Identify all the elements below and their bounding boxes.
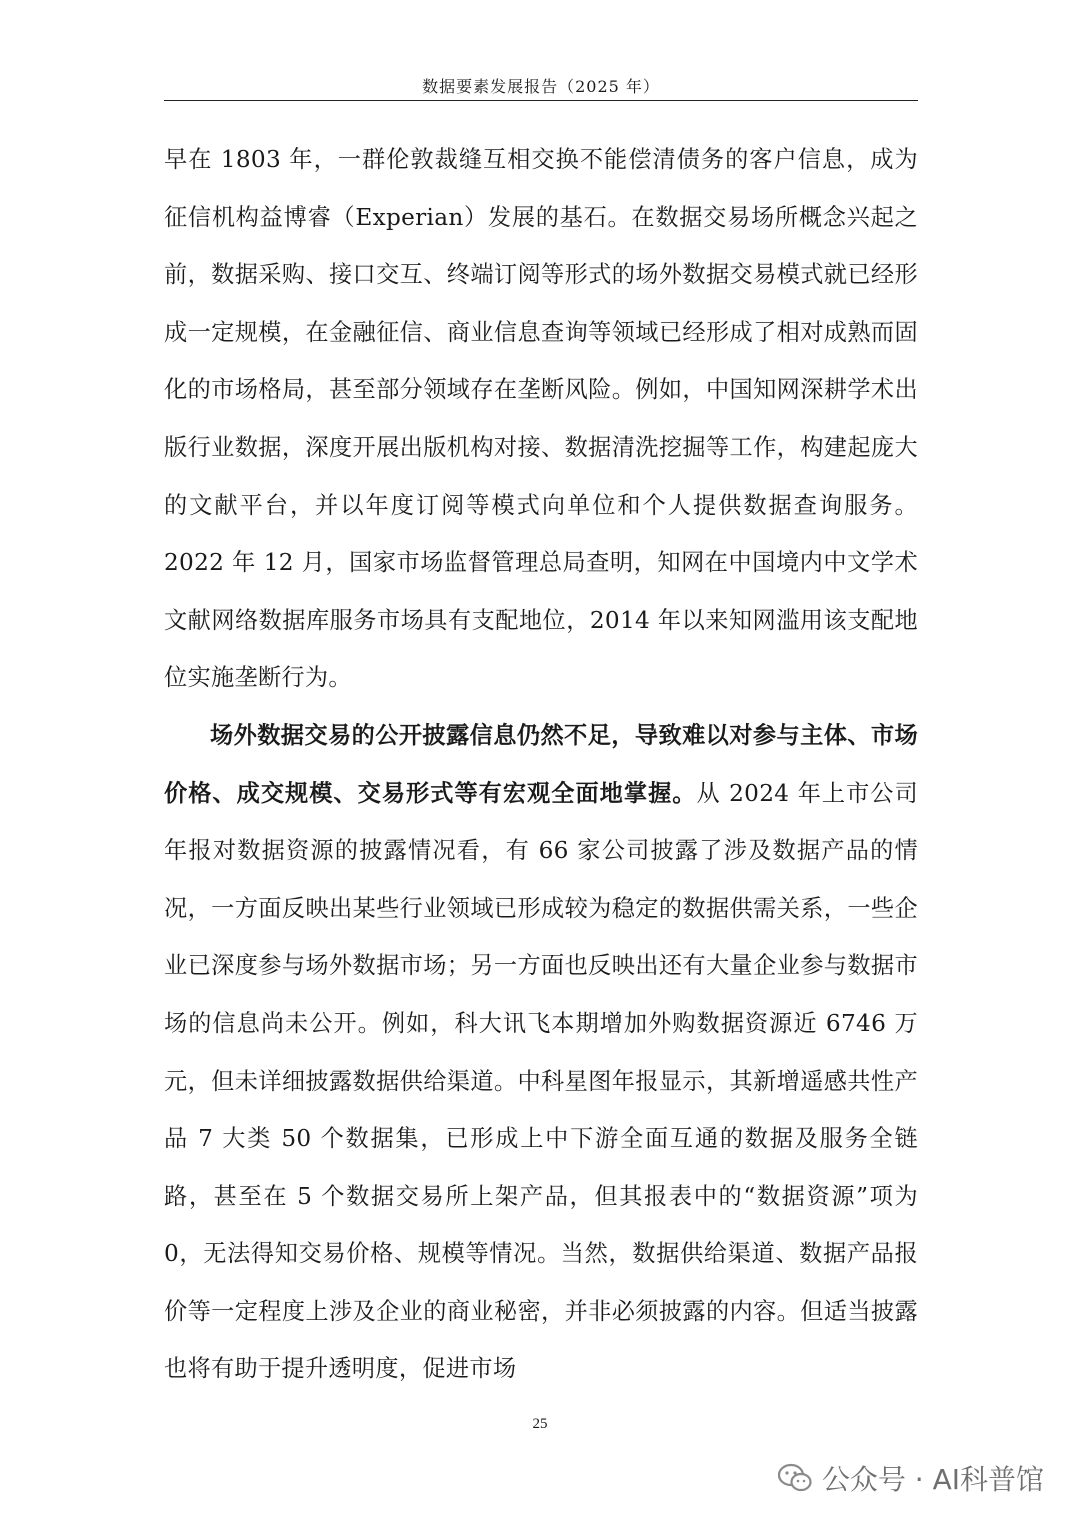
watermark (778, 1458, 1044, 1498)
watermark-text: 公众号 · AI科普馆 (821, 1463, 1044, 1496)
page-header-title: 数据要素发展报告（2025 年） (422, 77, 660, 96)
paragraph-2-bold-lead: 场外数据交易的公开披露信息仍然不足，导致难以对参与主体、市场价格、成交规模、交易形式等有宏观全面地掌握。 (164, 721, 918, 807)
paragraph-2-body: 从 2024 年上市公司年报对数据资源的披露情况看，有 66 家公司披露了涉及数据产品的情况，一方面反映出某些行业领域已形成较为稳定的数据供需关系，一些企业已深度参与场外数据市场；另一方面也反映出还有大量企业参与数据市场的信息尚未公开。例如，科大讯飞本期增加外购数据资源近 6746 万元，但未详细披露数据供给渠道。中科星图年报显示，其新增遥感共性产品 7 大类 50 个数据集，已形成上中下游全面互通的数据及服务全链路，甚至在 5 个数据交易所上架产品，但其报表中的“数据资源”项为 0，无法得知交易价格、规模等情况。当然，数据供给渠道、数据产品报价等一定程度上涉及企业的商业秘密，并非必须披露的内容。但适当披露也将有助于提升透明度，促进市场 (164, 779, 918, 1383)
document-body (164, 131, 918, 1398)
paragraph-1: 早在 1803 年，一群伦敦裁缝互相交换不能偿清债务的客户信息，成为征信机构益博睿（Experian）发展的基石。在数据交易场所概念兴起之前，数据采购、接口交互、终端订阅等形式的场外数据交易模式就已经形成一定规模，在金融征信、商业信息查询等领域已经形成了相对成熟而固化的市场格局，甚至部分领域存在垄断风险。例如，中国知网深耕学术出版行业数据，深度开展出版机构对接、数据清洗挖掘等工作，构建起庞大的文献平台，并以年度订阅等模式向单位和个人提供数据查询服务。2022 年 12 月，国家市场监督管理总局查明，知网在中国境内中文学术文献网络数据库服务市场具有支配地位，2014 年以来知网滥用该支配地位实施垄断行为。 (164, 146, 918, 692)
wechat-icon (778, 1463, 812, 1493)
paragraph-2 (164, 707, 918, 1398)
header-divider (164, 100, 918, 101)
page-number: 25 (532, 1416, 548, 1432)
